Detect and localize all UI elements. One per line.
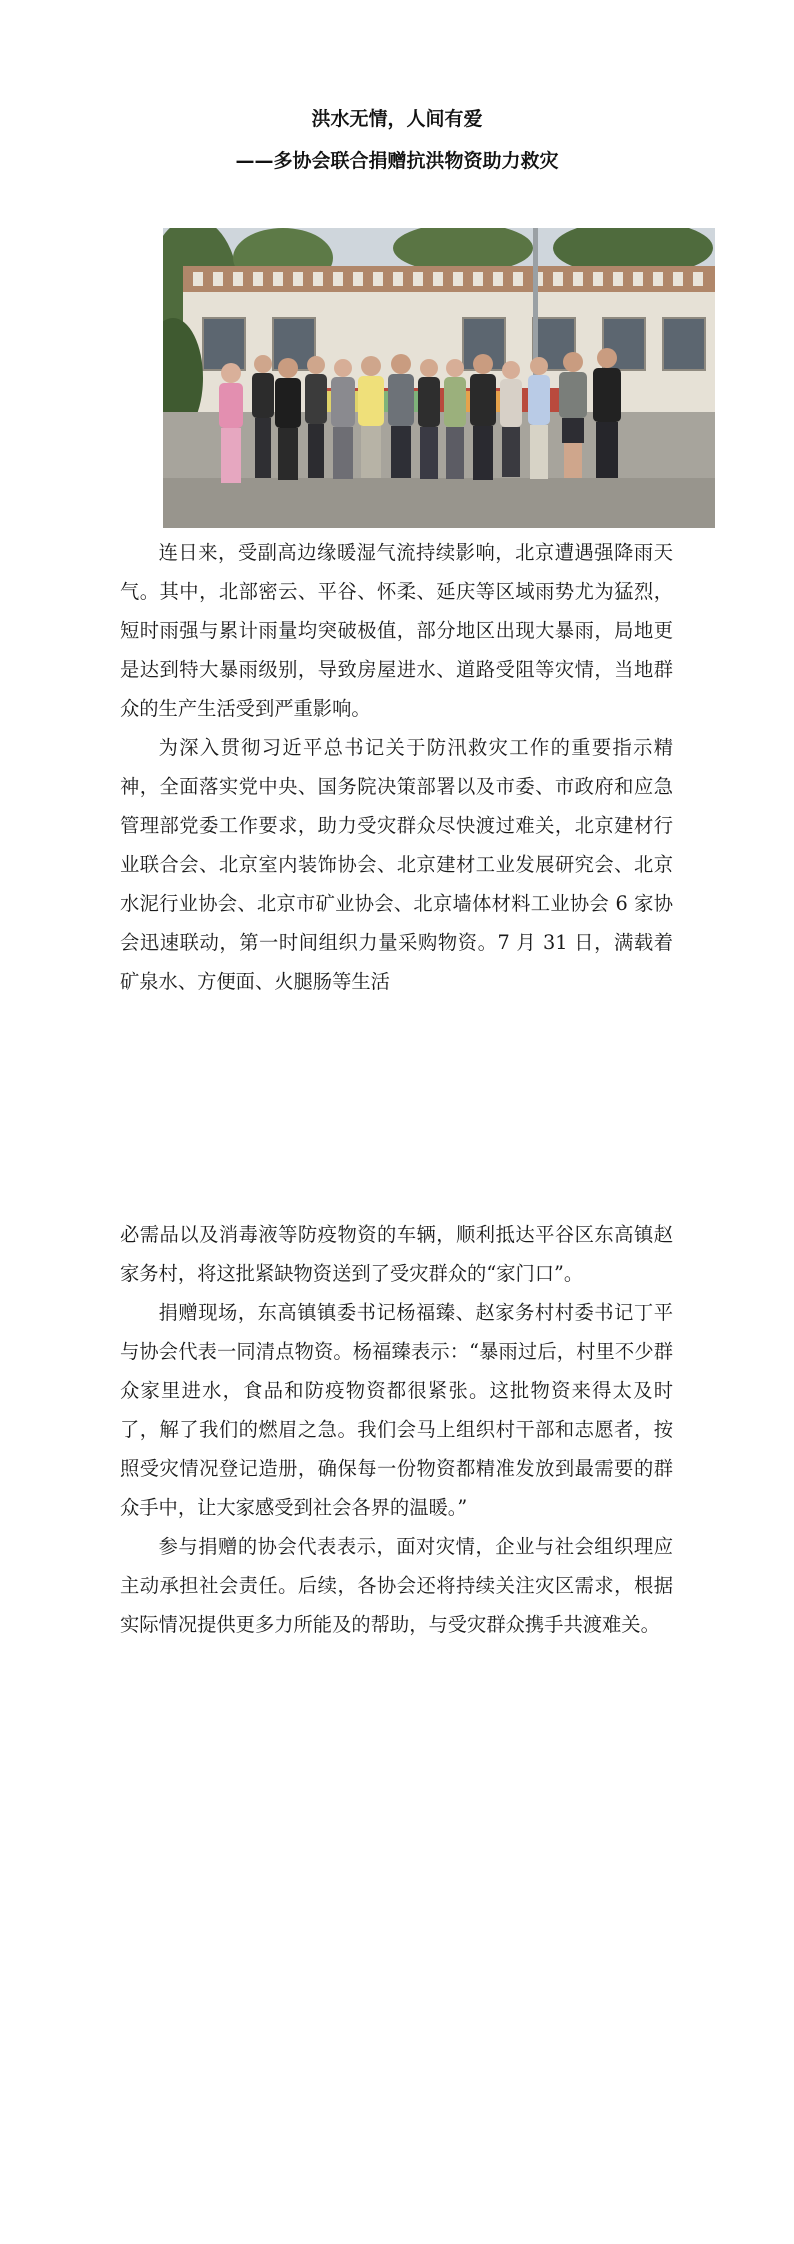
article-body-part2 — [120, 1215, 673, 1644]
paragraph-2: 为深入贯彻习近平总书记关于防汛救灾工作的重要指示精神，全面落实党中央、国务院决策部署以及市委、市政府和应急管理部党委工作要求，助力受灾群众尽快渡过难关，北京建材行业联合会、北京室内装饰协会、北京建材工业发展研究会、北京水泥行业协会、北京市矿业协会、北京墙体材料工业协会 6 家协会迅速联动，第一时间组织力量采购物资。7 月 31 日，满载着矿泉水、方便面、火腿肠等生活 — [120, 736, 673, 993]
group-photo — [163, 228, 715, 528]
article-subtitle: ——多协会联合捐赠抗洪物资助力救灾 — [235, 150, 559, 172]
paragraph-2-continued: 必需品以及消毒液等防疫物资的车辆，顺利抵达平谷区东高镇赵家务村，将这批紧缺物资送到了受灾群众的“家门口”。 — [120, 1223, 673, 1285]
paragraph-3: 捐赠现场，东高镇镇委书记杨福臻、赵家务村村委书记丁平与协会代表一同清点物资。杨福臻表示：“暴雨过后，村里不少群众家里进水，食品和防疫物资都很紧张。这批物资来得太及时了，解了我们的燃眉之急。我们会马上组织村干部和志愿者，按照受灾情况登记造册，确保每一份物资都精准发放到最需要的群众手中，让大家感受到社会各界的温暖。” — [120, 1301, 673, 1519]
article-body-part1 — [120, 533, 673, 1001]
article-title: 洪水无情，人间有爱 — [311, 108, 483, 130]
paragraph-1: 连日来，受副高边缘暖湿气流持续影响，北京遭遇强降雨天气。其中，北部密云、平谷、怀柔、延庆等区域雨势尤为猛烈，短时雨强与累计雨量均突破极值，部分地区出现大暴雨，局地更是达到特大暴雨级别，导致房屋进水、道路受阻等灾情，当地群众的生产生活受到严重影响。 — [120, 541, 673, 720]
paragraph-4: 参与捐赠的协会代表表示，面对灾情，企业与社会组织理应主动承担社会责任。后续，各协会还将持续关注灾区需求，根据实际情况提供更多力所能及的帮助，与受灾群众携手共渡难关。 — [120, 1535, 673, 1636]
